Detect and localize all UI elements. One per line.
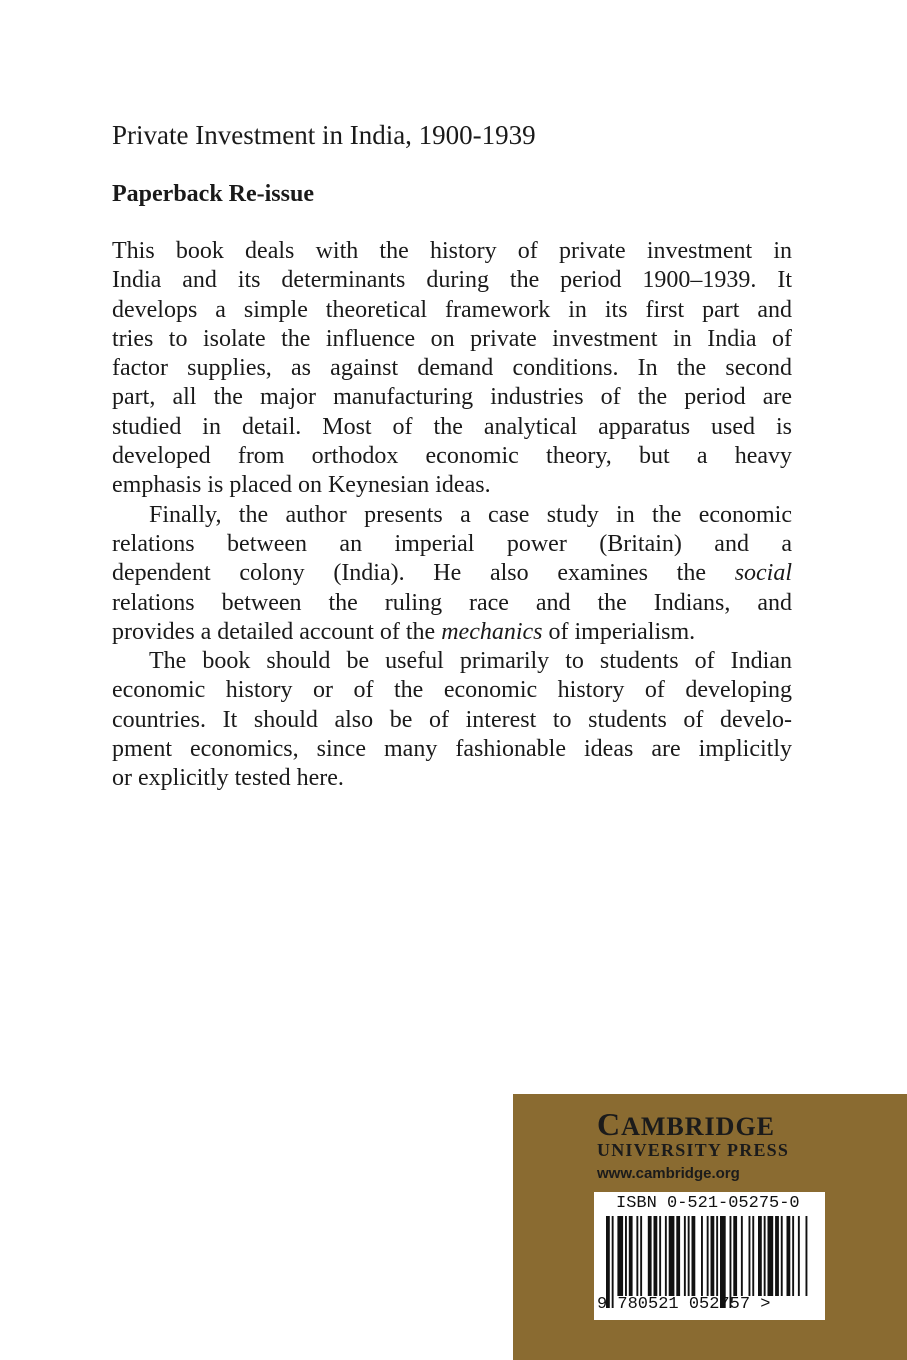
barcode-bar [701, 1216, 703, 1296]
barcode-bar [716, 1216, 718, 1296]
text-line: develops a simple theoretical framework in its first part and [112, 296, 792, 323]
isbn-label: ISBN 0-521-05275-0 [616, 1194, 800, 1213]
text-line: Finally, the author presents a case study in the economic [149, 501, 792, 528]
text-segment: of imperialism. [548, 618, 696, 645]
barcode-bar [798, 1216, 800, 1296]
text-line: The book should be useful primarily to students of Indian [149, 648, 792, 675]
blurb-paragraph-3 [112, 647, 792, 793]
barcode-bar [692, 1216, 696, 1296]
isbn-barcode [594, 1192, 825, 1320]
barcode-bar [764, 1216, 766, 1296]
publisher-name [597, 1106, 775, 1143]
barcode-bar [806, 1216, 808, 1296]
text-segment: dependent colony (India). He also examines the [112, 560, 706, 587]
text-line [112, 559, 792, 588]
text-segment: provides a detailed account of the [112, 618, 436, 645]
barcode-bar [733, 1216, 737, 1296]
barcode-bar [781, 1216, 783, 1296]
emphasis-social: social [734, 560, 793, 587]
barcode-bar [640, 1216, 642, 1296]
publisher-panel [513, 1094, 907, 1360]
publisher-url: www.cambridge.org [597, 1165, 740, 1182]
text-line: countries. It should also be of interest to students of develo- [112, 706, 792, 733]
barcode-bar [617, 1216, 623, 1296]
barcode-bar [684, 1216, 686, 1296]
publisher-subname: UNIVERSITY PRESS [597, 1140, 790, 1160]
barcode-bar [636, 1216, 638, 1296]
text-line: or explicitly tested here. [112, 765, 344, 792]
text-line: factor supplies, as against demand conditions. In the second [112, 355, 792, 382]
barcode-bar [659, 1216, 661, 1296]
blurb-paragraph-1 [112, 237, 792, 501]
text-line [112, 618, 792, 647]
text-line: economic history or of the economic history of developing [112, 677, 792, 704]
barcode-bar [676, 1216, 680, 1296]
barcode-digits: 9 780521 052757 > [597, 1295, 771, 1314]
barcode-bar [749, 1216, 751, 1296]
text-line: relations between an imperial power (Britain) and a [112, 530, 792, 557]
publisher-name-initial: C [597, 1106, 622, 1142]
edition-label: Paperback Re-issue [112, 181, 314, 207]
blurb-paragraph-2 [112, 501, 792, 647]
barcode-bar [669, 1216, 675, 1296]
barcode-bar [654, 1216, 658, 1296]
barcode-bar [758, 1216, 762, 1296]
emphasis-mechanics: mechanics [441, 618, 543, 645]
text-line: pment economics, since many fashionable ideas are implicitly [112, 736, 792, 763]
book-title: Private Investment in India, 1900-1939 [112, 120, 536, 150]
text-line: This book deals with the history of private investment in [112, 238, 792, 264]
text-line: India and its determinants during the period 1900–1939. It [112, 267, 792, 294]
barcode-bar [711, 1216, 715, 1296]
text-line: emphasis is placed on Keynesian ideas. [112, 472, 491, 499]
text-line: developed from orthodox economic theory, but a heavy [112, 443, 792, 470]
barcode-bar [629, 1216, 633, 1296]
barcode-bar [665, 1216, 667, 1296]
text-line: relations between the ruling race and the Indians, and [112, 589, 792, 616]
barcode-bar [752, 1216, 754, 1296]
barcode-bar [648, 1216, 652, 1296]
barcode-bar [741, 1216, 743, 1296]
barcode-bar [792, 1216, 794, 1296]
blurb-text [112, 237, 792, 794]
text-line: part, all the major manufacturing industries of the period are [112, 384, 792, 411]
text-line: studied in detail. Most of the analytical apparatus used is [112, 413, 792, 440]
barcode-bar [787, 1216, 791, 1296]
barcode-bar [768, 1216, 774, 1296]
barcode-bar [625, 1216, 627, 1296]
publisher-name-rest: AMBRIDGE [621, 1112, 776, 1141]
barcode-bar [775, 1216, 779, 1296]
barcode-bar [707, 1216, 709, 1296]
text-line: tries to isolate the influence on private investment in India of [112, 325, 792, 352]
barcode-bar [688, 1216, 690, 1296]
